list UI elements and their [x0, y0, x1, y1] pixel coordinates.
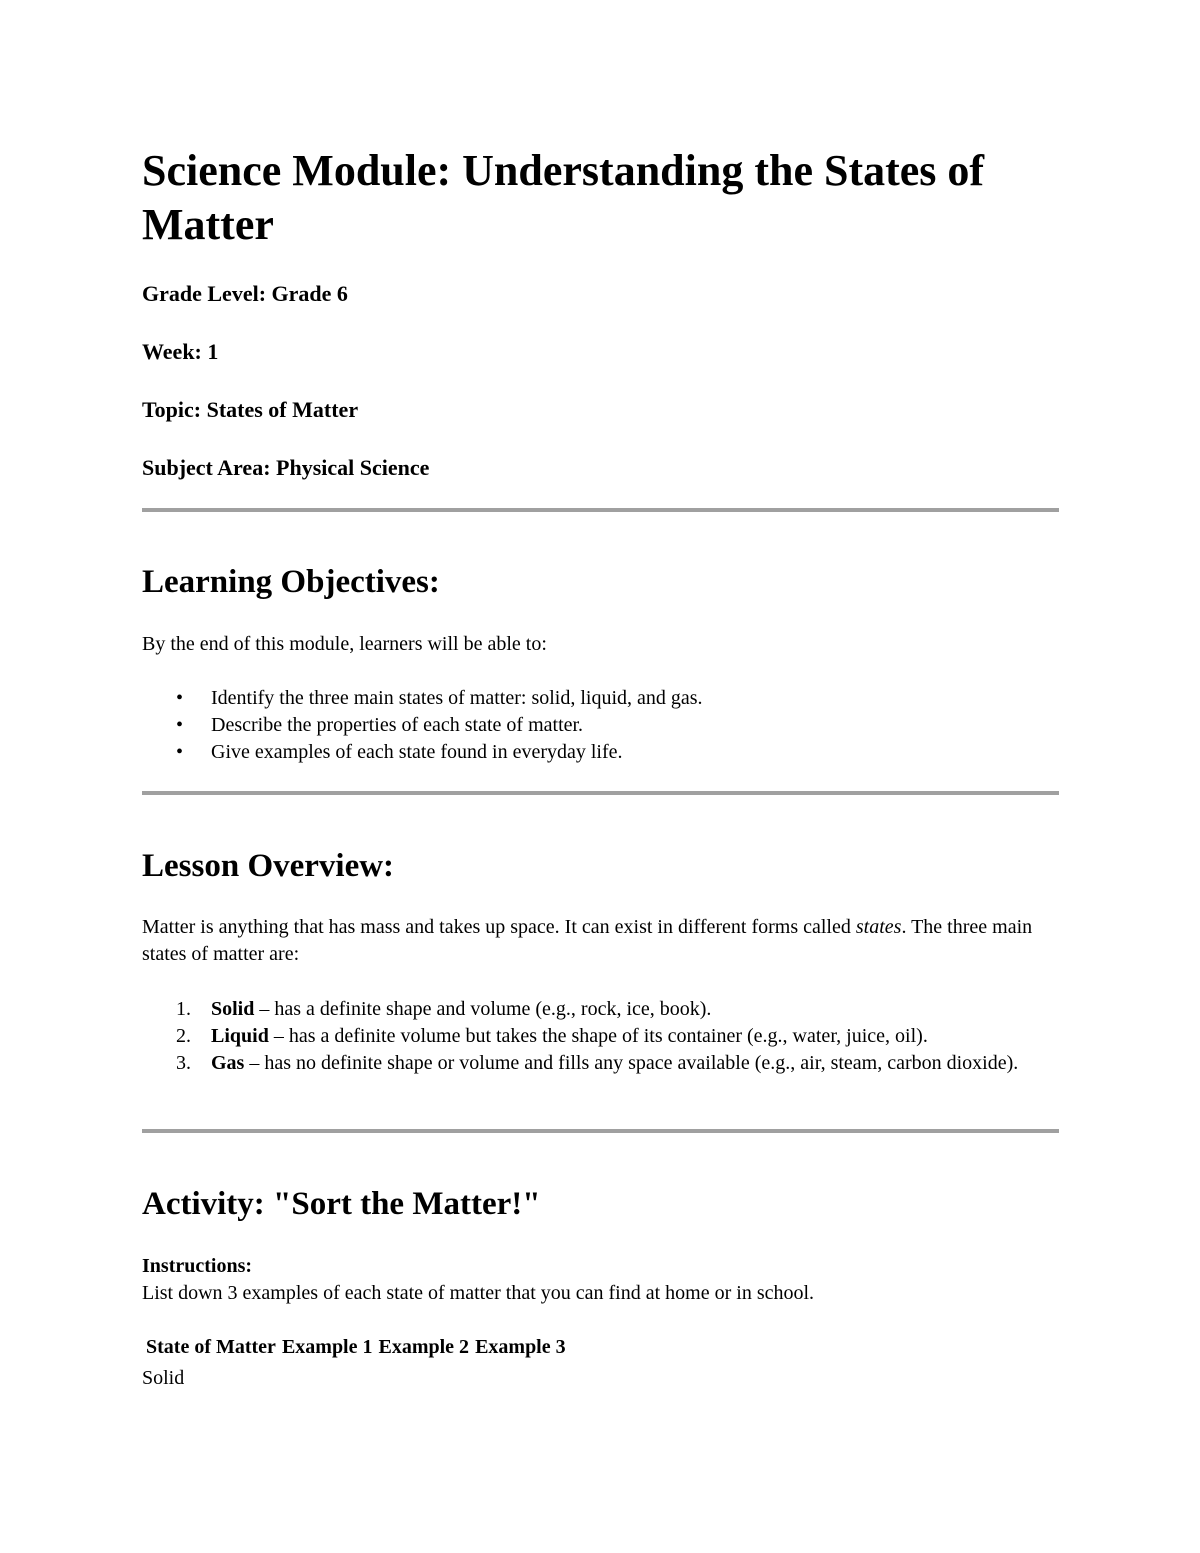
state-term: Liquid: [211, 1025, 269, 1047]
overview-intro-text-end: . The three main states of matter are:: [142, 916, 1033, 965]
table-row: Solid: [142, 1367, 185, 1389]
objective-text: Identify the three main states of matter: solid, liquid, and gas.: [211, 687, 703, 709]
table-header-cell: Example 3: [475, 1336, 566, 1358]
list-item: [142, 712, 1059, 739]
overview-intro: [142, 914, 1059, 968]
divider: [142, 1129, 1059, 1133]
instructions-label: Instructions:: [142, 1255, 253, 1277]
state-term: Gas: [211, 1052, 245, 1074]
bullet-icon: •: [176, 714, 184, 736]
divider: [142, 508, 1059, 512]
list-number: 1.: [176, 998, 191, 1020]
grade-level: Grade Level: Grade 6: [142, 281, 348, 306]
list-item: [142, 996, 1059, 1023]
topic: Topic: States of Matter: [142, 397, 359, 422]
subject-area: Subject Area: Physical Science: [142, 455, 430, 480]
objective-text: Give examples of each state found in everyday life.: [211, 741, 623, 763]
table-header-row: [146, 1334, 572, 1361]
instructions-text: List down 3 examples of each state of matter that you can find at home or in school.: [142, 1282, 815, 1304]
week: Week: 1: [142, 339, 219, 364]
list-item: [142, 1050, 1059, 1077]
state-term: Solid: [211, 998, 255, 1020]
table-header-cell: Example 2: [378, 1336, 470, 1358]
overview-heading: Lesson Overview:: [142, 848, 395, 884]
bullet-icon: •: [176, 741, 184, 763]
activity-heading: Activity: "Sort the Matter!": [142, 1186, 541, 1222]
divider: [142, 791, 1059, 795]
table-header-cell: Example 1: [281, 1336, 373, 1358]
table-header-cell: State of Matter: [146, 1336, 276, 1358]
objectives-intro: By the end of this module, learners will be able to:: [142, 633, 547, 655]
bullet-icon: •: [176, 687, 184, 709]
objectives-heading: Learning Objectives:: [142, 564, 440, 600]
state-description: – has no definite shape or volume and fills any space available (e.g., air, steam, carbon dioxide).: [244, 1052, 1019, 1074]
list-item: [142, 739, 1059, 766]
overview-intro-emphasis: states: [855, 916, 902, 938]
list-item: [142, 1023, 1059, 1050]
list-number: 2.: [176, 1025, 191, 1047]
objective-text: Describe the properties of each state of matter.: [211, 714, 584, 736]
state-description: – has a definite shape and volume (e.g., rock, ice, book).: [254, 998, 712, 1020]
page-title: Science Module: Understanding the States of Matter: [142, 146, 985, 249]
overview-intro-text: Matter is anything that has mass and takes up space. It can exist in different forms called: [142, 916, 856, 938]
list-item: [142, 685, 1059, 712]
objectives-list: [142, 685, 1059, 766]
state-description: – has a definite volume but takes the shape of its container (e.g., water, juice, oil).: [268, 1025, 928, 1047]
states-list: [142, 996, 1059, 1077]
list-number: 3.: [176, 1052, 191, 1074]
